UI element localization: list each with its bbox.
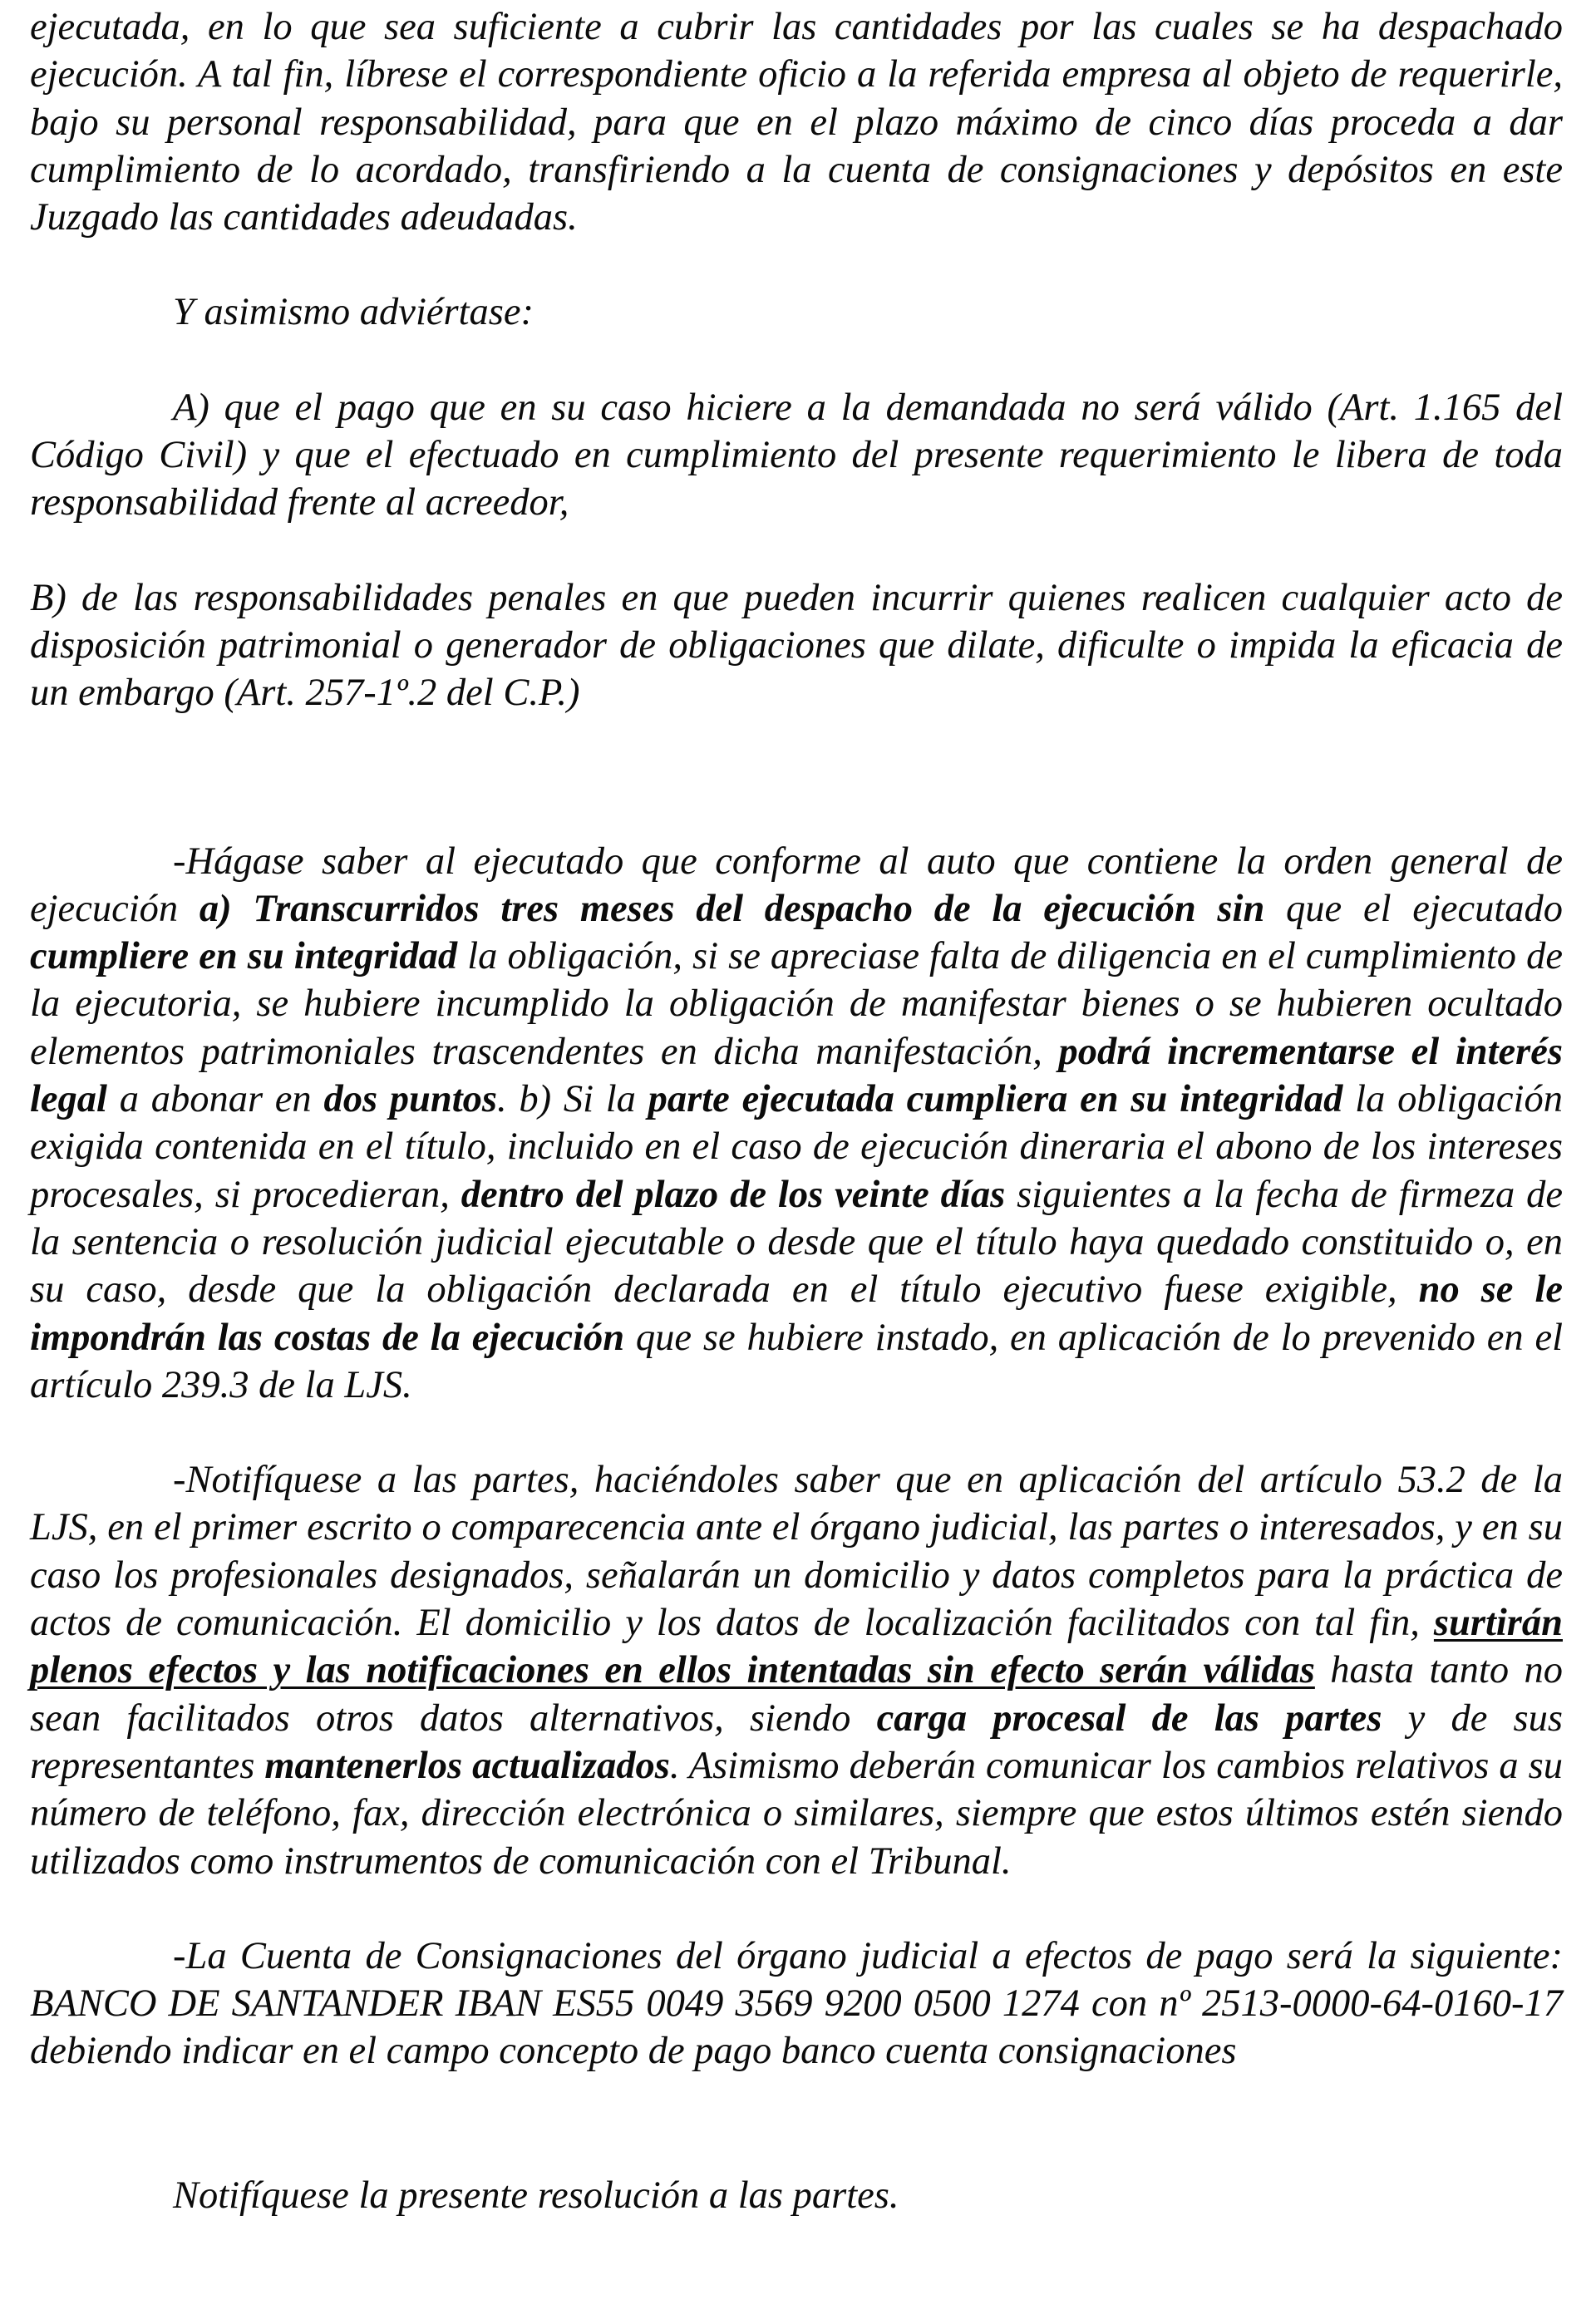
text-segment: que se hubiere instado, en aplicación de lo prevenido en el artículo 239.3 de la LJS. [30, 1316, 1563, 1406]
bold-segment: carga procesal de las partes [876, 1696, 1382, 1740]
paragraph-notification-address [30, 1456, 1563, 1885]
text-segment: la obligación, si se apreciase falta de diligencia en el cumplimiento de la ejecutoria, se hubiere incumplido la obligación de manifestar bienes o se hubieren ocultado elementos patrimoniales trascendentes en dicha manifestación, [30, 935, 1564, 1073]
text-segment: a abonar en [106, 1078, 324, 1121]
paragraph-consignment-account: -La Cuenta de Consignaciones del órgano judicial a efectos de pago será la siguiente: BANCO DE SANTANDER IBAN ES55 0049 3569 9200 0500 1274 con nº 2513-0000-64-0160-17 debiendo indicar en el campo concepto de pago banco cuenta consignaciones [30, 1934, 1563, 2073]
bold-segment: cumpliere en su integridad [30, 935, 458, 978]
paragraph-warning-a: A) que el pago que en su caso hiciere a la demandada no será válido (Art. 1.165 del Código Civil) y que el efectuado en cumplimiento del presente requerimiento le libera de toda responsabilidad frente al acreedor, [30, 386, 1563, 524]
text-segment: y de sus representantes [30, 1696, 1563, 1787]
text-segment: que el ejecutado [1264, 887, 1564, 930]
paragraph-final-notification: Notifíquese la presente resolución a las partes. [173, 2174, 899, 2217]
text-segment: hasta tanto no sean facilitados otros datos alternativos, siendo [30, 1649, 1563, 1740]
text-segment: siguientes a la fecha de firmeza de la sentencia o resolución judicial ejecutable o desde que el título haya quedado constituido o, en su caso, desde que la obligación declarada en el título ejecutivo fuese exigible, [30, 1173, 1564, 1312]
bold-segment: no se le impondrán las costas de la ejecución [30, 1268, 1563, 1359]
bold-segment: podrá incrementarse el interés legal [30, 1030, 1563, 1121]
text-segment: . Asimismo deberán comunicar los cambios relativos a su número de teléfono, fax, dirección electrónica o similares, siempre que estos últimos estén siendo utilizados como instrumentos de comunicación con el Tribunal. [30, 1744, 1563, 1883]
paragraph-advertise-heading: Y asimismo adviértase: [173, 291, 534, 334]
text-segment: . b) Si la [497, 1078, 648, 1121]
bold-segment: mantenerlos actualizados [264, 1744, 670, 1787]
bold-segment: dentro del plazo de los veinte días [461, 1173, 1006, 1216]
paragraph-execution-notice [30, 838, 1563, 1410]
bold-segment: dos puntos [323, 1078, 498, 1121]
bold-segment: a) Transcurridos tres meses del despacho de la ejecución sin [199, 887, 1265, 930]
paragraph-warning-b: B) de las responsabilidades penales en que pueden incurrir quienes realicen cualquier acto de disposición patrimonial o generador de obligaciones que dilate, dificulte o impida la eficacia de un embargo (Art. 257-1º.2 del C.P.) [30, 576, 1563, 715]
bold-underlined-segment: surtirán plenos efectos y las notificaciones en ellos intentadas sin efecto serán válidas [30, 1602, 1563, 1692]
text-segment: -Hágase saber al ejecutado que conforme al auto que contiene la orden general de ejecución [30, 839, 1563, 930]
text-segment: la obligación exigida contenida en el título, incluido en el caso de ejecución dineraria el abono de los intereses procesales, si procedieran, [30, 1078, 1563, 1216]
paragraph-embargo-request: ejecutada, en lo que sea suficiente a cubrir las cantidades por las cuales se ha despachado ejecución. A tal fin, líbrese el correspondiente oficio a la referida empresa al objeto de requerirle, bajo su personal responsabilidad, para que en el plazo máximo de cinco días proceda a dar cumplimiento de lo acordado, transfiriendo a la cuenta de consignaciones y depósitos en este Juzgado las cantidades adeudadas. [30, 6, 1563, 239]
bold-segment: parte ejecutada cumpliera en su integridad [648, 1078, 1343, 1121]
text-segment: -Notifíquese a las partes, haciéndoles saber que en aplicación del artículo 53.2 de la LJS, en el primer escrito o comparecencia ante el órgano judicial, las partes o interesados, y en su caso los profesionales designados, señalarán un domicilio y datos completos para la práctica de actos de comunicación. El domicilio y los datos de localización facilitados con tal fin, [30, 1459, 1563, 1645]
